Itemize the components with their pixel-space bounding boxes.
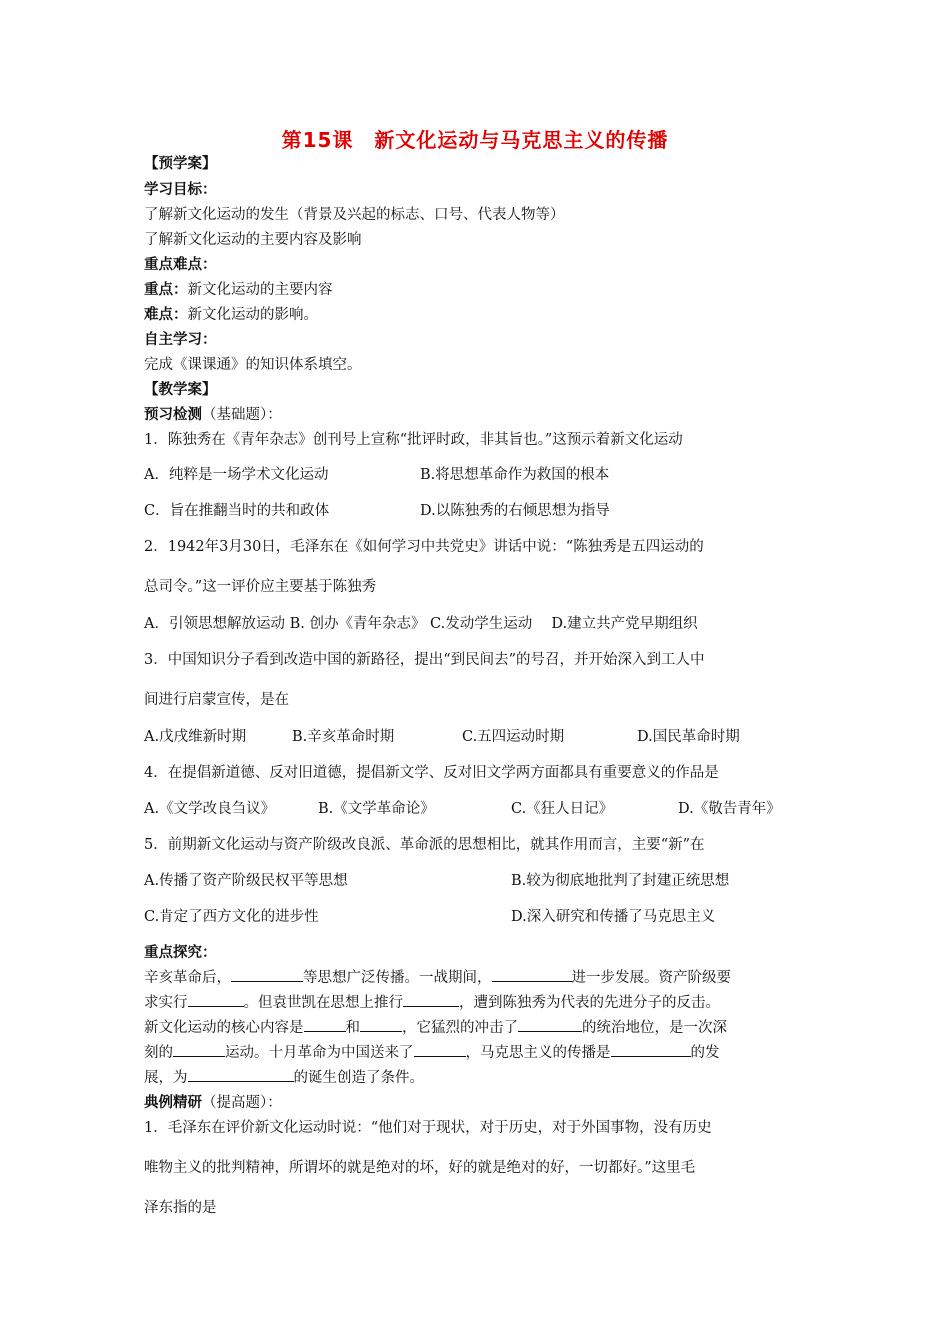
- explore-text: ，马克思主义的传播是: [465, 1045, 611, 1061]
- fill-blank[interactable]: [188, 992, 244, 1007]
- page-title: 第15课 新文化运动与马克思主义的传播: [281, 128, 669, 152]
- key-prefix: 重点：: [144, 282, 188, 298]
- q5-option-b: B.较为彻底地批判了封建正统思想: [511, 873, 730, 889]
- check-heading: [144, 403, 282, 424]
- fill-blank[interactable]: [231, 967, 303, 982]
- q1-option-a: A．纯粹是一场学术文化运动: [144, 467, 329, 483]
- explore-text: ，遭到陈独秀为代表的先进分子的反击。: [459, 995, 720, 1011]
- explore-text: 的发: [690, 1045, 720, 1061]
- question-3-line-1: 3．中国知识分子看到改造中国的新路径，提出“到民间去”的号召，并开始深入到工人中: [144, 652, 705, 668]
- fill-blank[interactable]: [414, 1042, 466, 1057]
- fill-blank[interactable]: [518, 1017, 582, 1032]
- q5-option-a: A.传播了资产阶级民权平等思想: [144, 873, 348, 889]
- q4-option-a: A.《文学改良刍议》: [144, 801, 276, 817]
- explore-text: 新文化运动的核心内容是: [144, 1020, 304, 1036]
- q1-option-c: C．旨在推翻当时的共和政体: [144, 503, 330, 519]
- question-1: 1．陈独秀在《青年杂志》创刊号上宣称“批评时政，非其旨也。”这预示着新文化运动: [144, 432, 683, 448]
- question-5: 5．前期新文化运动与资产阶级改良派、革命派的思想相比，就其作用而言，主要“新”在: [144, 837, 705, 853]
- fill-blank[interactable]: [492, 967, 572, 982]
- example-label: 典例精研: [144, 1095, 202, 1111]
- check-label: 预习检测: [144, 407, 202, 423]
- example-suffix: （提高题）：: [202, 1095, 282, 1111]
- question-2-line-1: 2．1942年3月30日，毛泽东在《如何学习中共党史》讲话中说：“陈独秀是五四运动的: [144, 539, 704, 555]
- difficulty-text: 新文化运动的影响。: [187, 307, 318, 323]
- q5-option-c: C.肯定了西方文化的进步性: [144, 909, 319, 925]
- explore-label: 重点探究：: [144, 945, 217, 961]
- explore-text: 刻的: [144, 1045, 173, 1061]
- example-q1-line-1: 1．毛泽东在评价新文化运动时说：“他们对于现状，对于历史，对于外国事物，没有历史: [144, 1120, 712, 1136]
- check-suffix: （基础题）：: [202, 407, 282, 423]
- q2-options: A．引领思想解放运动 B. 创办《青年杂志》 C.发动学生运动 D.建立共产党早期组织: [144, 616, 698, 632]
- q4-option-d: D.《敬告青年》: [678, 801, 781, 817]
- question-3-line-2: 间进行启蒙宣传，是在: [144, 692, 289, 708]
- explore-text: 和: [345, 1020, 360, 1036]
- explore-text: ，它猛烈的冲击了: [402, 1020, 518, 1036]
- question-4: 4．在提倡新道德、反对旧道德，提倡新文学、反对旧文学两方面都具有重要意义的作品是: [144, 765, 719, 781]
- self-study-label: 自主学习：: [144, 332, 217, 348]
- explore-text: 等思想广泛传播。一战期间，: [303, 970, 492, 986]
- explore-text: 进一步发展。资产阶级要: [571, 970, 731, 986]
- q4-option-c: C.《狂人日记》: [511, 801, 614, 817]
- explore-text: 展，为: [144, 1070, 188, 1086]
- explore-text: 辛亥革命后，: [144, 970, 231, 986]
- explore-line-3: [144, 1016, 727, 1037]
- teach-header: 【教学案】: [144, 382, 217, 398]
- q3-option-c: C.五四运动时期: [462, 729, 565, 745]
- q5-option-d: D.深入研究和传播了马克思主义: [511, 909, 716, 925]
- explore-text: 求实行: [144, 995, 188, 1011]
- preview-header: 【预学案】: [144, 156, 217, 172]
- goals-label: 学习目标：: [144, 182, 217, 198]
- explore-text: 的诞生创造了条件。: [293, 1070, 424, 1086]
- fill-blank[interactable]: [403, 992, 459, 1007]
- explore-line-2: [144, 991, 720, 1012]
- explore-line-4: [144, 1041, 720, 1062]
- example-q1-line-3: 泽东指的是: [144, 1200, 217, 1216]
- q4-option-b: B.《文学革命论》: [318, 801, 435, 817]
- q3-option-b: B.辛亥革命时期: [292, 729, 395, 745]
- goal-1: 了解新文化运动的发生（背景及兴起的标志、口号、代表人物等）: [144, 207, 565, 223]
- question-2-line-2: 总司令。”这一评价应主要基于陈独秀: [144, 579, 377, 595]
- explore-text: 运动。十月革命为中国送来了: [225, 1045, 414, 1061]
- difficulty-prefix: 难点：: [144, 307, 188, 323]
- q3-option-d: D.国民革命时期: [637, 729, 740, 745]
- self-study-text: 完成《课课通》的知识体系填空。: [144, 357, 362, 373]
- difficulty-point: [144, 303, 318, 324]
- example-q1-line-2: 唯物主义的批判精神，所谓坏的就是绝对的坏，好的就是绝对的好，一切都好。”这里毛: [144, 1160, 696, 1176]
- key-text: 新文化运动的主要内容: [187, 282, 333, 298]
- explore-text: 的统治地位，是一次深: [582, 1020, 727, 1036]
- q1-option-d: D.以陈独秀的右倾思想为指导: [420, 503, 610, 519]
- fill-blank[interactable]: [173, 1042, 225, 1057]
- fill-blank[interactable]: [360, 1017, 402, 1032]
- goal-2: 了解新文化运动的主要内容及影响: [144, 232, 362, 248]
- q1-option-b: B.将思想革命作为救国的根本: [420, 467, 610, 483]
- explore-line-5: [144, 1066, 424, 1087]
- key-difficulty-label: 重点难点：: [144, 257, 217, 273]
- fill-blank[interactable]: [611, 1042, 691, 1057]
- example-heading: [144, 1091, 282, 1112]
- fill-blank[interactable]: [188, 1067, 294, 1082]
- explore-line-1: [144, 966, 731, 987]
- fill-blank[interactable]: [304, 1017, 346, 1032]
- key-point: [144, 278, 333, 299]
- q3-option-a: A.戊戌维新时期: [144, 729, 247, 745]
- explore-text: 。但袁世凯在思想上推行: [243, 995, 403, 1011]
